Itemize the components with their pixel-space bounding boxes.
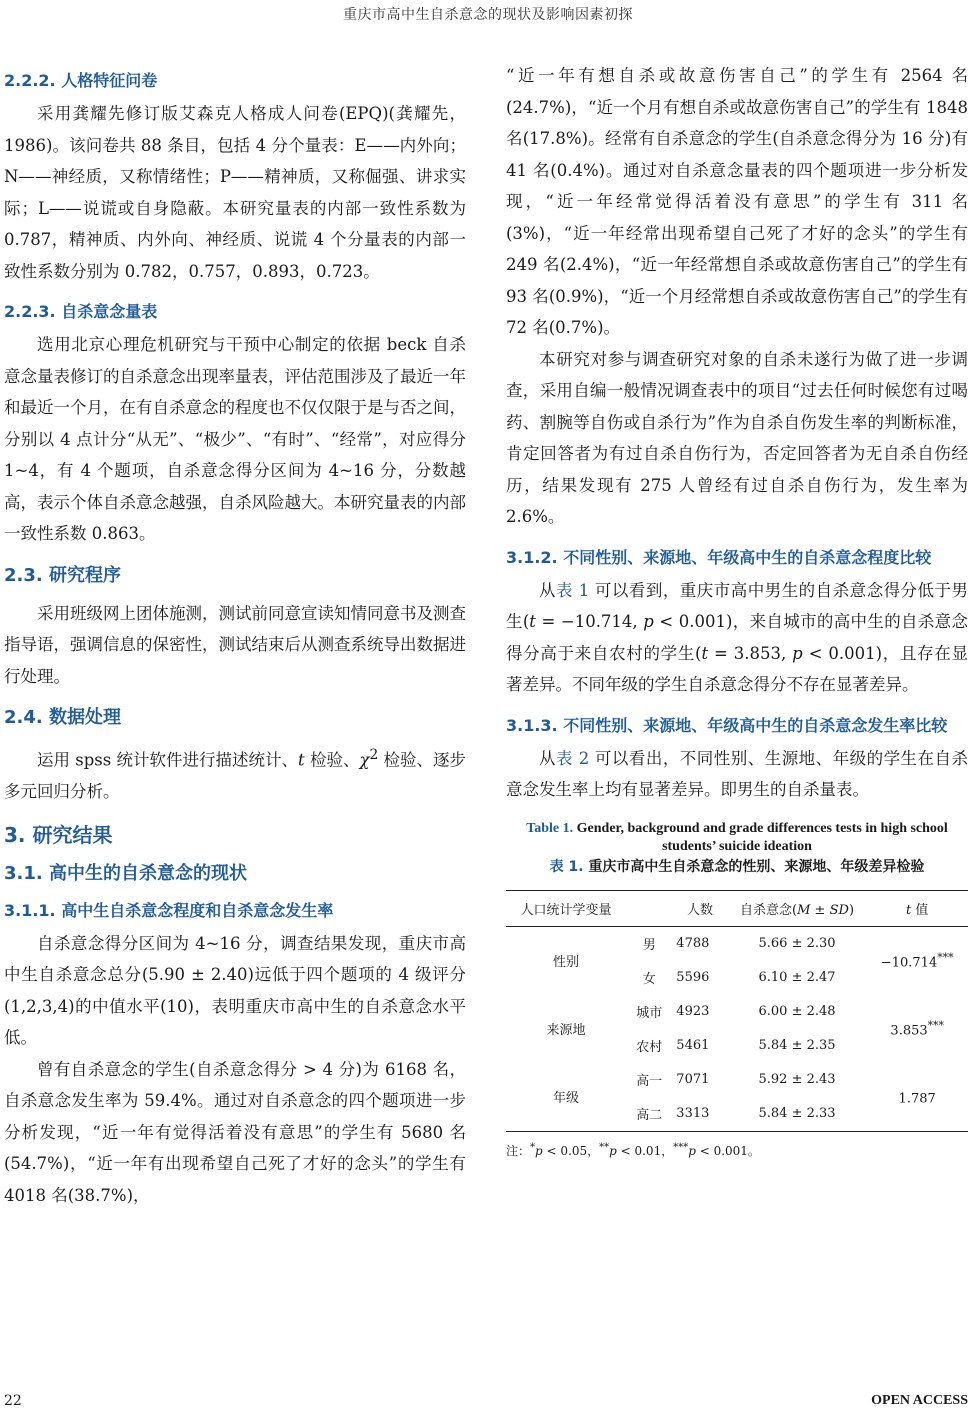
header-score — [728, 890, 867, 926]
table-note — [506, 1142, 968, 1159]
count: 4788 — [676, 936, 710, 951]
header-variable: 人口统计学变量 — [506, 890, 626, 926]
section-3-1-2-title: 3.1.2. 不同性别、来源地、年级高中生的自杀意念程度比较 — [506, 547, 932, 567]
group-name: 来源地 — [546, 1023, 586, 1038]
t-value-number: −10.714 — [880, 955, 938, 971]
group-name: 性别 — [553, 955, 580, 970]
count: 5461 — [676, 1038, 710, 1053]
text: < 0.05， — [542, 1143, 600, 1158]
section-2-2-2-title: 2.2.2. 人格特征问卷 — [4, 71, 158, 90]
t-symbol: t — [905, 902, 912, 918]
section-3-1-1-paragraph-2: 曾有自杀意念的学生(自杀意念得分 > 4 分)为 6168 名，自杀意念发生率为 59.4%。通过对自杀意念的四个题项进一步分析发现，“近一年有觉得活着没有意思”的学生有 5680 名(54.7%)，“近一年有出现希望自己死了才好的念头”的学生有 4018 名(38.7%)， — [4, 1059, 466, 1205]
table-label: 表 1. — [549, 858, 584, 875]
t-value — [866, 995, 968, 1063]
section-2-2-3-paragraph: 选用北京心理危机研究与干预中心制定的依据 beck 自杀意念量表修订的自杀意念出现率量表，评估范围涉及了最近一年和最近一个月，在有自杀意念的程度也不仅仅限于是与否之间，分别以 4 点计分“从无”、“极少”、“有时”、“经常”，对应得分 1~4，有 4 个题项，自杀意念得分区间为 4~16 分，分数越高，表示个体自杀意念越强，自杀风险越大。本研究量表的内部一致性系数 0.863。 — [4, 335, 466, 543]
p-symbol: p — [535, 1143, 543, 1158]
text: ± — [810, 902, 830, 918]
text: = −10.714, — [535, 612, 644, 631]
section-3-1-1-paragraph-1: 自杀意念得分区间为 4~16 分，调查结果发现，重庆市高中生自杀意念总分(5.90 ± 2.40)远低于四个题项的 4 级评分(1,2,3,4)的中值水平(10)，表明重庆市高中生的自杀意念水平低。 — [4, 933, 466, 1047]
page-number: 22 — [4, 1393, 22, 1409]
section-2-4-title: 2.4. 数据处理 — [4, 707, 121, 728]
table-caption-english — [506, 820, 968, 856]
table-label: Table 1. — [526, 820, 574, 836]
table-row — [506, 995, 968, 1029]
count: 7071 — [676, 1072, 710, 1087]
text: 可以看到，重庆市高中男生的自杀意念得分低于男生( — [506, 580, 968, 631]
table-2-link[interactable]: 表 2 — [555, 748, 590, 768]
section-2-3-paragraph: 采用班级网上团体施测，测试前同意宣读知情同意书及测查指导语，强调信息的保密性，测试结束后从测查系统导出数据进行处理。 — [4, 603, 466, 686]
level: 城市 — [636, 1006, 663, 1021]
text: < 0.001)，且存在显著差异。不同年级的学生自杀意念得分不存在显著差异。 — [506, 643, 968, 694]
level: 男 — [642, 938, 656, 953]
section-2-2-3-title: 2.2.3. 自杀意念量表 — [4, 302, 158, 321]
count: 4923 — [676, 1004, 710, 1019]
p-symbol: p — [643, 612, 654, 631]
score: 5.66 ± 2.30 — [758, 936, 836, 951]
text: 从 — [539, 748, 556, 768]
table-1-link[interactable]: 表 1 — [555, 580, 590, 600]
stars: * — [530, 1141, 536, 1153]
text: 从 — [539, 580, 556, 600]
t-value — [866, 926, 968, 995]
text: < 0.001。 — [695, 1143, 760, 1158]
p-symbol: p — [792, 643, 803, 663]
score: 5.92 ± 2.43 — [758, 1072, 836, 1087]
text: 可以看出，不同性别、生源地、年级的学生在自杀意念发生率上均有显著差异。即男生的自杀量表。 — [506, 748, 968, 799]
table-caption-text: Gender, background and grade differences tests in high school students’ suicide ideation — [573, 820, 948, 854]
table-header-row — [506, 890, 968, 926]
section-2-4-paragraph — [4, 740, 466, 808]
table-caption-chinese — [506, 856, 968, 878]
score: 6.10 ± 2.47 — [758, 970, 836, 985]
count: 3313 — [676, 1106, 710, 1121]
text: < 0.001)，来自城市的高中生的自杀意念得分高于来自农村的学生( — [506, 612, 968, 663]
table-row — [506, 1063, 968, 1097]
text: 运用 spss 统计软件进行描述统计、 — [37, 750, 299, 770]
significance-stars: *** — [927, 1018, 944, 1032]
header-count: 人数 — [672, 890, 727, 926]
section-3-1-3-paragraph — [506, 743, 968, 806]
level: 女 — [642, 972, 656, 987]
header-t-value — [866, 890, 968, 926]
m-symbol: M — [797, 902, 811, 918]
journal-name: OPEN ACCESS — [871, 1393, 968, 1408]
significance-stars: *** — [937, 950, 954, 964]
count: 5596 — [676, 970, 710, 985]
chi-superscript: 2 — [369, 747, 379, 763]
left-column — [4, 60, 466, 1211]
stars: ** — [599, 1141, 610, 1153]
score: 5.84 ± 2.35 — [758, 1038, 836, 1053]
right-column — [506, 60, 968, 1159]
table-caption-text: 重庆市高中生自杀意念的性别、来源地、年级差异检验 — [583, 858, 925, 875]
t-value-number: 3.853 — [890, 1023, 928, 1039]
text: = 3.853, — [708, 643, 793, 663]
t-symbol: t — [529, 612, 536, 631]
p-symbol: p — [609, 1143, 617, 1158]
level: 高一 — [636, 1074, 663, 1089]
section-3-1-3-title: 3.1.3. 不同性别、来源地、年级高中生的自杀意念发生率比较 — [506, 715, 948, 735]
section-3-1-title: 3.1. 高中生的自杀意念的现状 — [4, 862, 247, 884]
t-symbol: t — [298, 750, 305, 770]
section-2-2-2-paragraph: 采用龚耀先修订版艾森克人格成人问卷(EPQ)(龚耀先，1986)。该问卷共 88 条目，包括 4 分个量表：E——内外向；N——神经质，又称情绪性；P——精神质，又称倔强、讲求实际；L——说谎或自身隐蔽。本研究量表的内部一致性系数为 0.787，精神质、内外向、神经质、说谎 4 个分量表的内部一致性系数分别为 0.782，0.757，0.893，0.723。 — [4, 104, 466, 281]
t-value-number: 1.787 — [898, 1091, 936, 1107]
text: 检验、逐步多元回归分析。 — [4, 750, 466, 801]
group-name: 年级 — [553, 1091, 580, 1106]
sd-symbol: SD — [829, 902, 849, 918]
t-value — [866, 1063, 968, 1132]
score: 6.00 ± 2.48 — [758, 1004, 836, 1019]
section-3-title: 3. 研究结果 — [4, 822, 113, 847]
section-2-3-title: 2.3. 研究程序 — [4, 564, 121, 586]
text: < 0.01， — [616, 1143, 674, 1158]
results-table — [506, 890, 968, 1132]
header-level — [626, 890, 672, 926]
level: 高二 — [636, 1108, 663, 1123]
text: 自杀意念( — [740, 902, 798, 918]
chi-symbol: χ — [359, 750, 370, 770]
running-head: 重庆市高中生自杀意念的现状及影响因素初探 — [343, 7, 633, 23]
stars: *** — [673, 1141, 689, 1153]
t-symbol: t — [701, 643, 709, 663]
suicide-attempt-paragraph: 本研究对参与调查研究对象的自杀未遂行为做了进一步调查，采用自编一般情况调查表中的项目“过去任何时候您有过喝药、割腕等自伤或自杀行为”作为自杀自伤发生率的判断标准，肯定回答者为有过自杀自伤行为，否定回答者为无自杀自伤经历，结果发现有 275 人曾经有过自杀自伤行为，发生率为 2.6%。 — [506, 349, 968, 526]
section-3-1-2-paragraph — [506, 575, 968, 701]
text: ) — [848, 902, 855, 918]
text: 检验、 — [304, 750, 360, 770]
section-3-1-1-title: 3.1.1. 高中生自杀意念程度和自杀意念发生率 — [4, 900, 334, 920]
table-row — [506, 926, 968, 961]
text: 值 — [911, 902, 929, 918]
level: 农村 — [636, 1040, 663, 1055]
text: 注： — [506, 1143, 531, 1158]
score: 5.84 ± 2.33 — [758, 1106, 836, 1121]
continued-paragraph: “近一年有想自杀或故意伤害自己”的学生有 2564 名(24.7%)，“近一个月有想自杀或故意伤害自己”的学生有 1848 名(17.8%)。经常有自杀意念的学生(自杀意念得分为 16 分)有 41 名(0.4%)。通过对自杀意念量表的四个题项进一步分析发现，“近一年经常觉得活着没有意思”的学生有 311 名(3%)，“近一年经常出现希望自己死了才好的念头”的学生有 249 名(2.4%)，“近一年经常想自杀或故意伤害自己”的学生有 93 名(0.9%)，“近一个月经常想自杀或故意伤害自己”的学生有 72 名(0.7%)。 — [506, 66, 968, 337]
p-symbol: p — [688, 1143, 696, 1158]
